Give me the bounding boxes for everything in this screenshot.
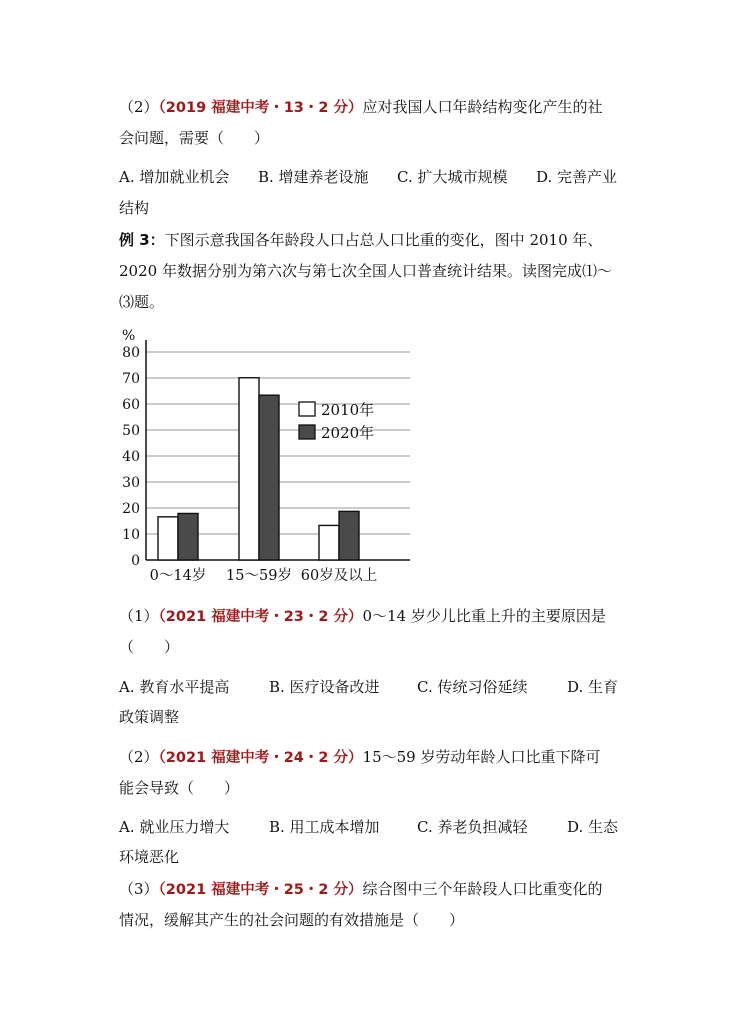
question-source: （2021 福建中考・25・2 分） <box>158 882 363 898</box>
legend-swatch <box>299 425 315 439</box>
question-2-line2: 能会导致（ ） <box>119 779 240 797</box>
question-stem: 综合图中三个年龄段人口比重变化的 <box>362 880 603 898</box>
y-tick-label: 50 <box>122 423 140 439</box>
x-category-label: 0～14岁 <box>149 568 207 584</box>
option-a: A. 教育水平提高 <box>119 678 230 696</box>
question-2019-option-d-cont: 结构 <box>119 199 150 217</box>
question-1-line2: （ ） <box>119 638 180 656</box>
y-unit-label: % <box>122 328 136 344</box>
option-a: A. 就业压力增大 <box>119 818 230 836</box>
y-tick-label: 10 <box>122 527 140 543</box>
question-source: （2021 福建中考・23・2 分） <box>158 609 363 625</box>
question-3-line2: 情况，缓解其产生的社会问题的有效措施是（ ） <box>119 911 465 929</box>
question-2019-options <box>119 167 617 187</box>
bar-2010 <box>319 525 339 560</box>
bar-2020 <box>339 511 359 560</box>
question-1-line1 <box>119 606 606 627</box>
y-tick-label: 0 <box>131 553 140 569</box>
question-2019-line2: 会问题，需要（ ） <box>119 129 270 147</box>
option-c: C. 养老负担减轻 <box>417 818 528 836</box>
question-number: （2） <box>119 748 159 766</box>
legend-label: 2020年 <box>321 424 375 442</box>
option-b: B. 用工成本增加 <box>269 818 380 836</box>
example-line3: ⑶题。 <box>119 293 165 311</box>
example-line2: 2020 年数据分别为第六次与第七次全国人口普查统计结果。读图完成⑴～ <box>119 262 612 280</box>
y-tick-label: 70 <box>122 371 140 387</box>
question-2-options <box>119 817 618 837</box>
question-2-option-d-cont: 环境恶化 <box>119 848 180 866</box>
question-1-option-d-cont: 政策调整 <box>119 708 180 726</box>
question-stem: 应对我国人口年龄结构变化产生的社 <box>362 98 603 116</box>
legend-label: 2010年 <box>321 401 375 419</box>
x-category-label: 15～59岁 <box>226 568 292 584</box>
question-3-line1 <box>119 879 603 900</box>
question-2-line1 <box>119 747 600 768</box>
option-b: B. 增建养老设施 <box>258 168 369 186</box>
question-stem: 15～59 岁劳动年龄人口比重下降可 <box>362 748 601 766</box>
bar-2010 <box>158 517 178 560</box>
population-bar-chart <box>110 318 420 590</box>
y-tick-label: 60 <box>122 397 140 413</box>
bar-2010 <box>239 378 259 560</box>
x-category-label: 60岁及以上 <box>300 568 378 584</box>
example-label: 例 3： <box>119 231 165 249</box>
bar-2020 <box>178 513 198 560</box>
y-tick-label: 20 <box>122 501 140 517</box>
option-d: D. 生态 <box>567 818 619 836</box>
bar-2020 <box>259 395 279 560</box>
y-tick-label: 80 <box>122 345 140 361</box>
chart-legend <box>299 401 374 442</box>
y-tick-label: 40 <box>122 449 140 465</box>
question-1-options <box>119 677 618 697</box>
option-d: D. 完善产业 <box>536 168 618 186</box>
example-line1 <box>119 230 602 250</box>
question-number: （1） <box>119 607 159 625</box>
legend-swatch <box>299 402 315 416</box>
question-number: （3） <box>119 880 159 898</box>
question-source: （2019 福建中考・13・2 分） <box>158 100 363 116</box>
option-c: C. 传统习俗延续 <box>417 678 528 696</box>
option-a: A. 增加就业机会 <box>119 168 230 186</box>
option-c: C. 扩大城市规模 <box>397 168 508 186</box>
question-2019-line1 <box>119 97 603 118</box>
question-source: （2021 福建中考・24・2 分） <box>158 750 363 766</box>
option-b: B. 医疗设备改进 <box>269 678 380 696</box>
question-number: （2） <box>119 98 159 116</box>
option-d: D. 生育 <box>567 678 619 696</box>
y-tick-label: 30 <box>122 475 140 491</box>
example-text: 下图示意我国各年龄段人口占总人口比重的变化，图中 2010 年、 <box>164 231 603 249</box>
question-stem: 0～14 岁少儿比重上升的主要原因是 <box>362 607 606 625</box>
